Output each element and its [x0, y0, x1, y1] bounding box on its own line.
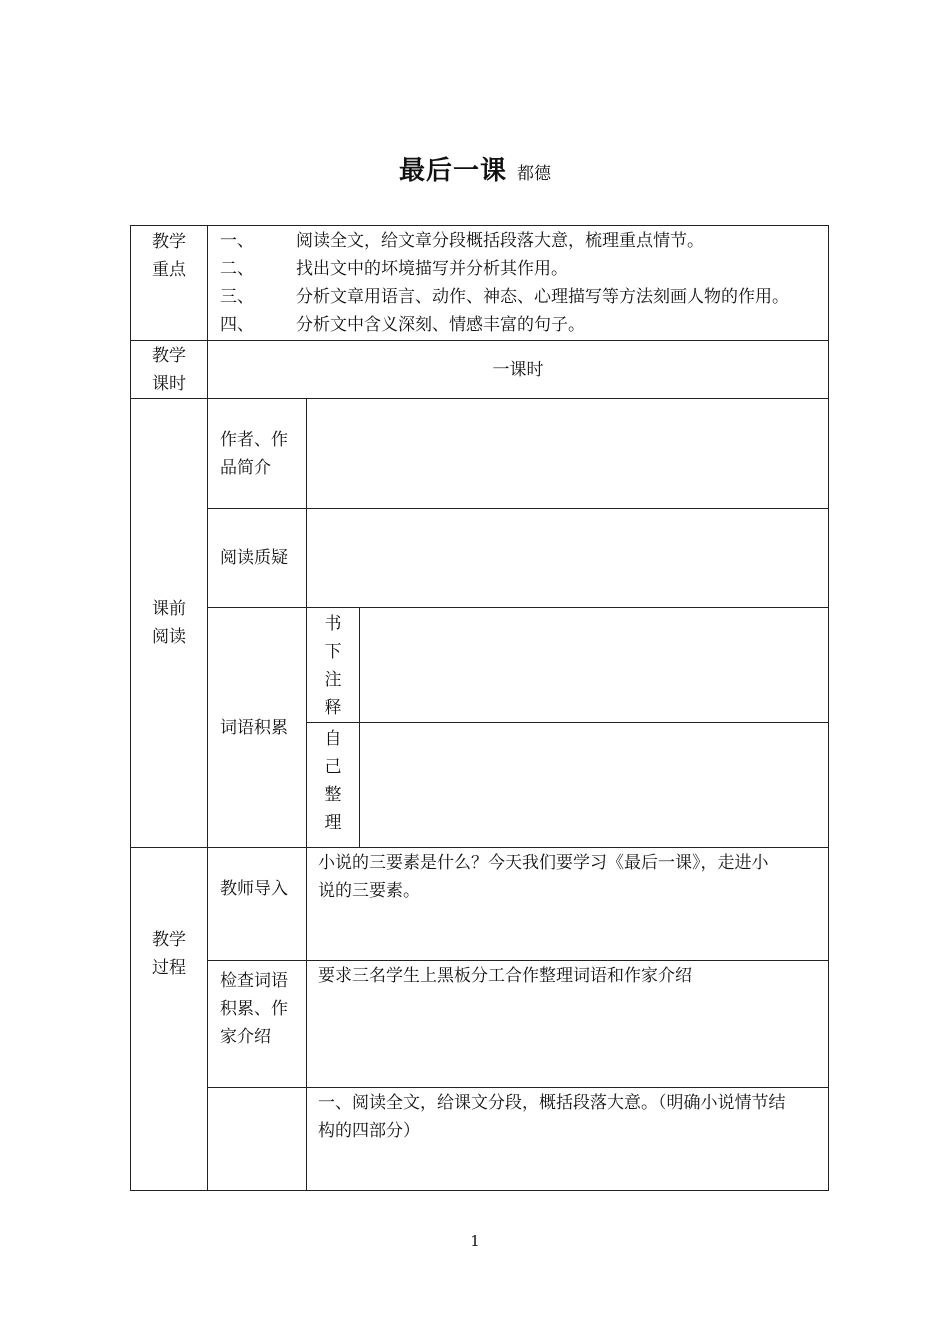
- intro-label: 教师导入: [220, 879, 288, 899]
- intro-text-cell: [306, 847, 829, 961]
- process-label-line1: 教学: [152, 930, 186, 950]
- focus-item: 一、 阅读全文，给文章分段概括段落大意，梳理重点情节。: [220, 231, 704, 251]
- notes-char: 书: [324, 614, 342, 634]
- intro-label-cell: [207, 847, 307, 961]
- read-text-line2: 构的四部分）: [318, 1121, 420, 1141]
- self-char: 己: [324, 757, 342, 777]
- check-label-line2: 积累、作: [220, 999, 288, 1019]
- author-intro-line1: 作者、作: [220, 429, 288, 450]
- hours-label-line2: 课时: [152, 373, 186, 394]
- notes-char: 注: [324, 670, 342, 690]
- process-label-cell: [130, 847, 208, 1191]
- self-char: 自: [324, 729, 342, 749]
- self-content-cell[interactable]: [359, 722, 829, 848]
- preread-label-line2: 阅读: [152, 627, 186, 647]
- focus-item: 三、 分析文章用语言、动作、神态、心理描写等方法刻画人物的作用。: [220, 287, 789, 307]
- process-label-line2: 过程: [152, 958, 186, 978]
- self-char: 理: [324, 813, 342, 833]
- focus-label-line2: 重点: [152, 260, 186, 280]
- hours-value-cell: [207, 340, 829, 399]
- hours-value: 一课时: [492, 359, 544, 380]
- document-title: [0, 150, 950, 187]
- questions-label: 阅读质疑: [220, 548, 288, 568]
- focus-label-cell: [130, 225, 208, 341]
- questions-label-cell: [207, 508, 307, 608]
- check-label-line1: 检查词语: [220, 971, 288, 991]
- vocab-label: 词语积累: [220, 717, 288, 738]
- self-char: 整: [324, 785, 342, 805]
- vocab-label-cell: [207, 607, 307, 848]
- self-label-cell: [306, 722, 360, 848]
- read-label-cell[interactable]: [207, 1087, 307, 1191]
- author-intro-label-cell: [207, 398, 307, 509]
- notes-char: 下: [324, 642, 342, 662]
- title-main: 最后一课: [398, 156, 507, 186]
- check-text-cell: [306, 960, 829, 1088]
- check-label-line3: 家介绍: [220, 1027, 271, 1047]
- author-intro-content-cell[interactable]: [306, 398, 829, 509]
- hours-label-line1: 教学: [152, 345, 186, 366]
- hours-label-cell: [130, 340, 208, 399]
- preread-label-line1: 课前: [152, 599, 186, 619]
- notes-content-cell[interactable]: [359, 607, 829, 723]
- focus-item: 四、 分析文中含义深刻、情感丰富的句子。: [220, 315, 585, 335]
- intro-text-line2: 说的三要素。: [318, 881, 420, 901]
- check-text: 要求三名学生上黑板分工合作整理词语和作家介绍: [318, 966, 692, 986]
- author-intro-line2: 品简介: [220, 457, 271, 478]
- notes-label-cell: [306, 607, 360, 723]
- title-author: 都德: [517, 164, 551, 184]
- focus-item: 二、 找出文中的坏境描写并分析其作用。: [220, 259, 568, 279]
- focus-content-cell: [207, 225, 829, 341]
- read-text-line1: 一、阅读全文，给课文分段，概括段落大意。（明确小说情节结: [318, 1093, 786, 1113]
- notes-char: 释: [324, 698, 342, 718]
- questions-content-cell[interactable]: [306, 508, 829, 608]
- read-text-cell: [306, 1087, 829, 1191]
- page-number: 1: [470, 1232, 480, 1250]
- focus-label-line1: 教学: [152, 232, 186, 252]
- preread-label-cell: [130, 398, 208, 848]
- check-label-cell: [207, 960, 307, 1088]
- intro-text-line1: 小说的三要素是什么？今天我们要学习《最后一课》，走进小: [318, 853, 769, 873]
